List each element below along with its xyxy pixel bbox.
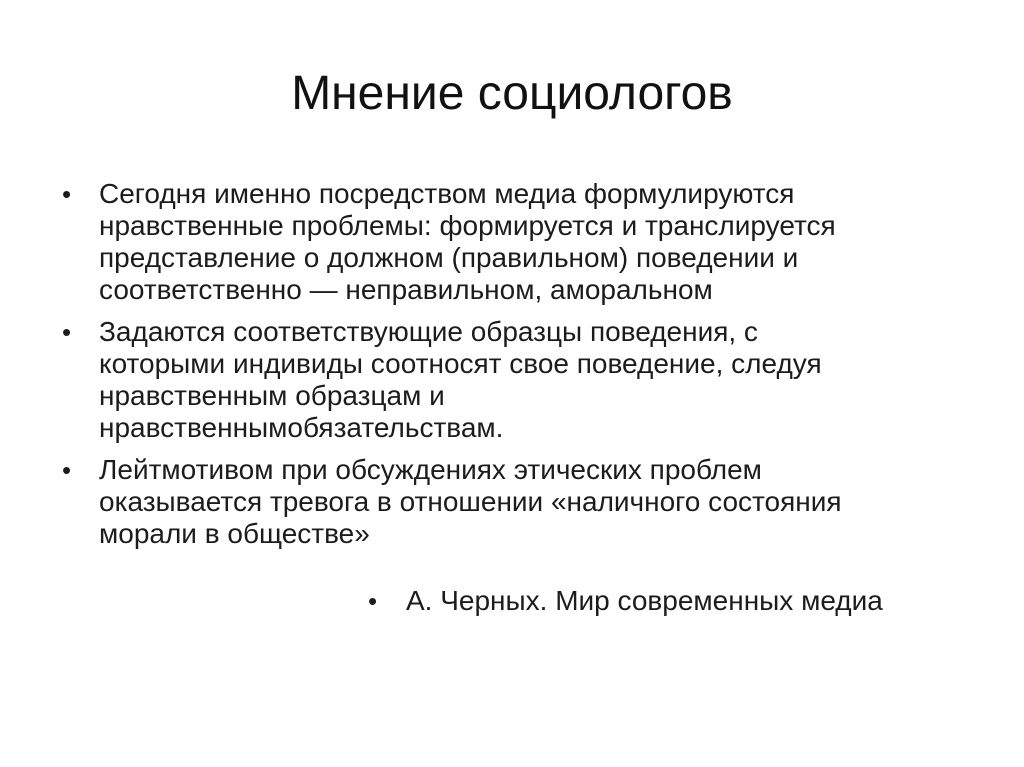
bullet-line: Сегодня именно посредством медиа формулируются [99,178,795,209]
bullet-item-3 [62,454,982,550]
citation-text: А. Черных. Мир современных медиа [406,585,883,616]
bullet-line: нравственным образцам и [99,380,445,411]
bullet-line: Задаются соответствующие образцы поведения, с [99,316,758,347]
slide-title: Мнение социологов [291,67,733,120]
bullet-item-2 [62,316,982,444]
bullet-marker: • [62,455,72,485]
bullet-item-1 [62,178,982,306]
bullet-marker: • [62,179,72,209]
bullet-line: нравственные проблемы: формируется и транслируется [99,210,836,241]
bullet-line: морали в обществе» [99,518,370,549]
bullet-line: которыми индивиды соотносят свое поведение, следуя [99,348,822,379]
bullet-list [62,178,982,560]
bullet-line: Лейтмотивом при обсуждениях этических проблем [99,454,762,485]
bullet-line: соответственно — неправильном, аморальном [99,274,713,305]
bullet-marker: • [62,317,72,347]
bullet-line: оказывается тревога в отношении «наличного состояния [99,486,842,517]
bullet-line: нравственнымобязательствам. [99,412,504,443]
bullet-line: представление о должном (правильном) поведении и [99,242,799,273]
bullet-marker: • [368,586,378,616]
citation [368,585,883,617]
